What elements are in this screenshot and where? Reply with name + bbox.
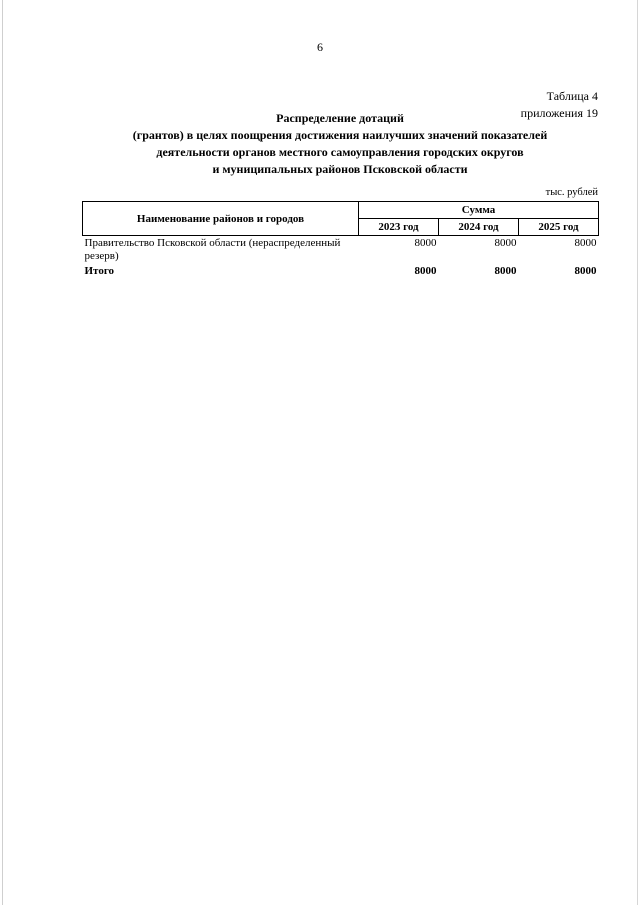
table-row (83, 236, 599, 265)
scan-edge-right (637, 0, 638, 905)
title-line-3: деятельности органов местного самоуправления городских округов (156, 145, 524, 159)
table-reference-line-1: Таблица 4 (546, 89, 598, 103)
table-total-row (83, 264, 599, 279)
scan-edge-left (2, 0, 3, 905)
row-value-2023: 8000 (414, 237, 437, 249)
page-number: 6 (317, 40, 323, 54)
header-year-2025: 2025 год (519, 219, 599, 236)
table-header-row (83, 202, 599, 219)
title-line-1: Распределение дотаций (276, 111, 404, 125)
row-name: Правительство Псковской области (нераспределенный резерв) (84, 237, 341, 262)
units-label: тыс. рублей (545, 187, 598, 198)
title-line-2: (грантов) в целях поощрения достижения наилучших значений показателей (132, 128, 548, 142)
header-year-2024: 2024 год (439, 219, 519, 236)
table-reference-line-2: приложения 19 (520, 106, 598, 120)
header-sum: Сумма (359, 202, 599, 219)
total-label: Итого (84, 265, 115, 277)
header-year-2023: 2023 год (359, 219, 439, 236)
total-value-2025: 8000 (574, 265, 597, 277)
row-value-2024: 8000 (494, 237, 517, 249)
document-title (90, 110, 590, 178)
title-line-4: и муниципальных районов Псковской области (212, 162, 468, 176)
row-value-2025: 8000 (574, 237, 597, 249)
grants-table (82, 201, 599, 279)
total-value-2024: 8000 (494, 265, 517, 277)
total-value-2023: 8000 (414, 265, 437, 277)
header-district-name: Наименование районов и городов (83, 202, 359, 236)
